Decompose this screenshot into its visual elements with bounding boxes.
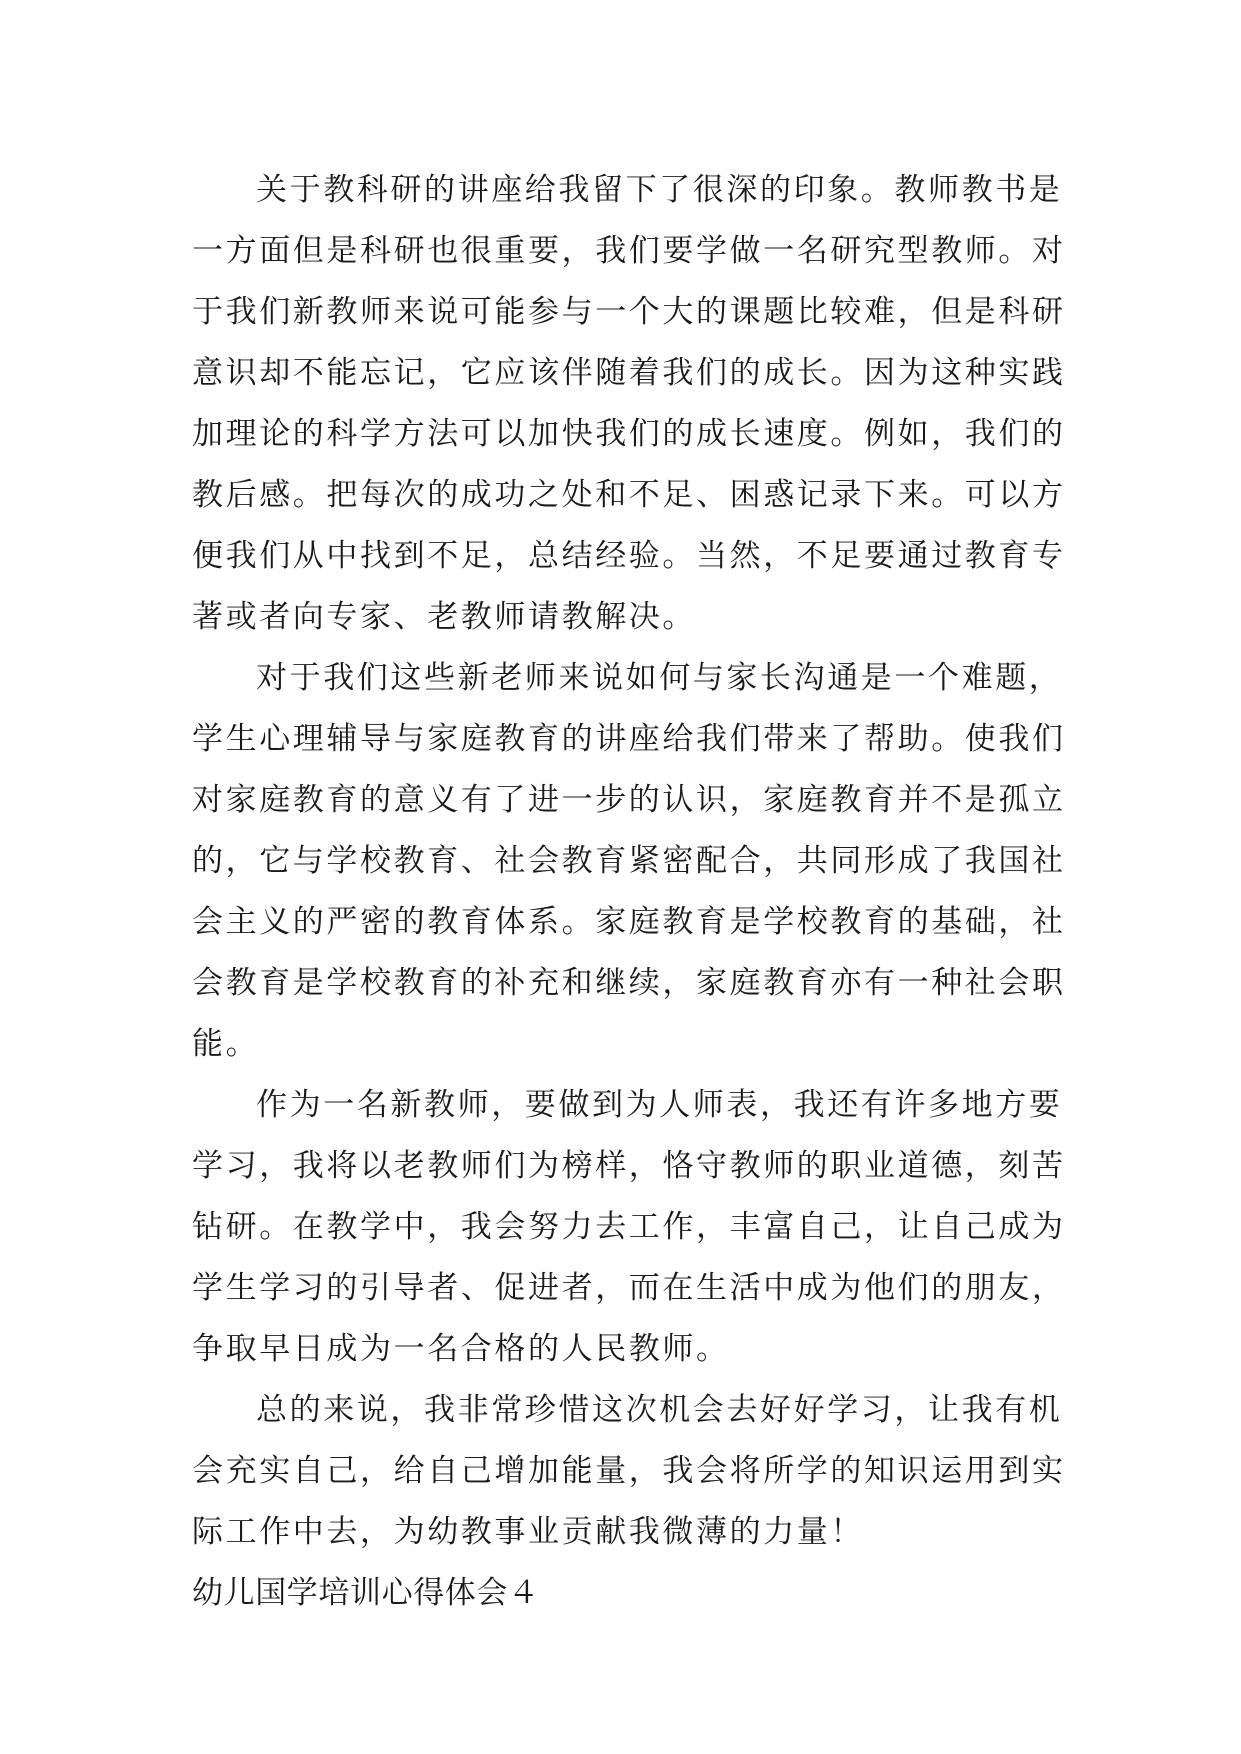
paragraph-line: 作为一名新教师，要做到为人师表，我还有许多地方要 [256,1087,1063,1123]
section-heading: 幼儿国学培训心得体会４ [192,1575,540,1611]
paragraph-line: 于我们新教师来说可能参与一个大的课题比较难，但是科研 [192,294,1066,330]
paragraph-line: 会教育是学校教育的补充和继续，家庭教育亦有一种社会职 [192,965,1066,1001]
paragraph-line: 会主义的严密的教育体系。家庭教育是学校教育的基础，社 [192,904,1066,940]
paragraph-line: 加理论的科学方法可以加快我们的成长速度。例如，我们的 [192,416,1066,452]
document-body [192,160,1066,1624]
paragraph-new-teacher [192,1075,1066,1380]
paragraph-line: 能。 [192,1026,260,1062]
paragraph-teaching-research [192,160,1066,648]
paragraph-line: 际工作中去，为幼教事业贡献我微薄的力量！ [192,1514,864,1550]
paragraph-line: 学生心理辅导与家庭教育的讲座给我们带来了帮助。使我们 [192,721,1066,757]
paragraph-line: 一方面但是科研也很重要，我们要学做一名研究型教师。对 [192,233,1066,269]
paragraph-line: 学习，我将以老教师们为榜样，恪守教师的职业道德，刻苦 [192,1148,1066,1184]
paragraph-line: 对家庭教育的意义有了进一步的认识，家庭教育并不是孤立 [192,782,1066,818]
paragraph-line: 意识却不能忘记，它应该伴随着我们的成长。因为这种实践 [192,355,1066,391]
paragraph-line: 对于我们这些新老师来说如何与家长沟通是一个难题， [256,660,1063,696]
paragraph-line: 会充实自己，给自己增加能量，我会将所学的知识运用到实 [192,1453,1066,1489]
paragraph-line: 争取早日成为一名合格的人民教师。 [192,1331,730,1367]
paragraph-line: 著或者向专家、老教师请教解决。 [192,599,696,635]
paragraph-parent-communication [192,648,1066,1075]
paragraph-line: 钻研。在教学中，我会努力去工作，丰富自己，让自己成为 [192,1209,1066,1245]
paragraph-line: 的，它与学校教育、社会教育紧密配合，共同形成了我国社 [192,843,1066,879]
paragraph-conclusion [192,1380,1066,1563]
paragraph-line: 总的来说，我非常珍惜这次机会去好好学习，让我有机 [256,1392,1063,1428]
paragraph-line: 关于教科研的讲座给我留下了很深的印象。教师教书是 [256,172,1063,208]
paragraph-line: 学生学习的引导者、促进者，而在生活中成为他们的朋友， [192,1270,1066,1306]
paragraph-line: 便我们从中找到不足，总结经验。当然，不足要通过教育专 [192,538,1066,574]
paragraph-line: 教后感。把每次的成功之处和不足、困惑记录下来。可以方 [192,477,1066,513]
